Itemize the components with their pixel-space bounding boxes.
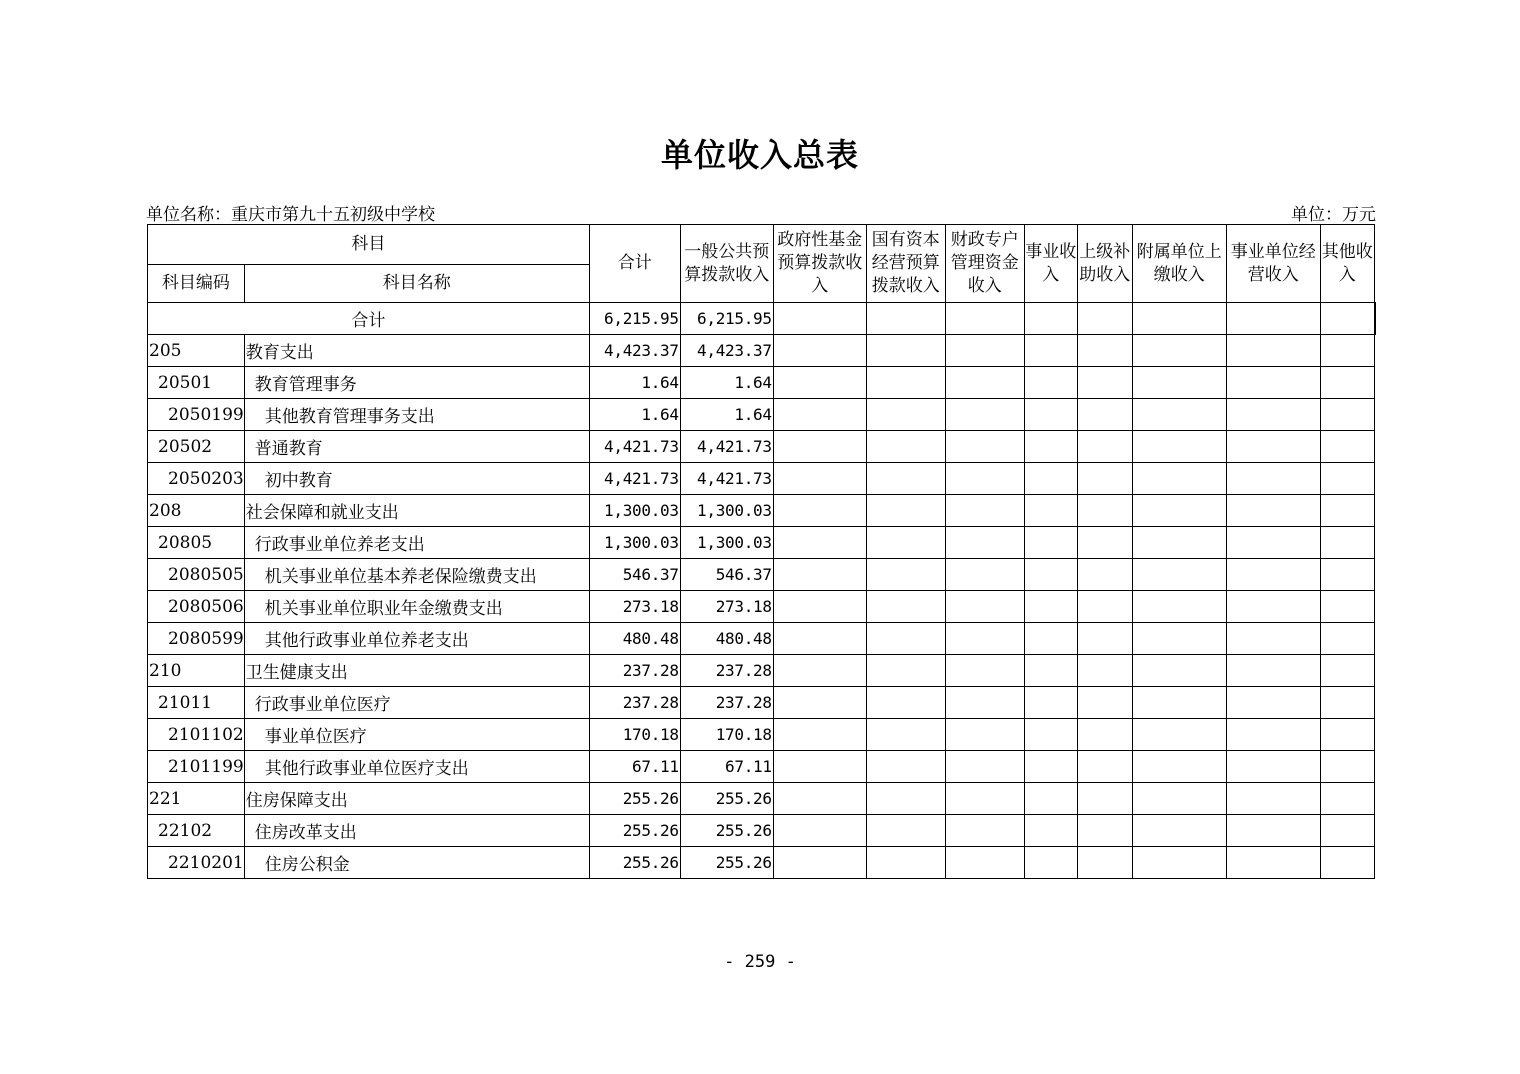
row-code: 22102 (148, 815, 245, 847)
empty-cell (1077, 559, 1132, 591)
row-code: 2050199 (148, 399, 245, 431)
empty-cell (866, 591, 945, 623)
page-number: - 259 - (724, 952, 796, 972)
row-name: 住房改革支出 (244, 815, 589, 847)
row-general-budget: 255.26 (680, 847, 773, 879)
empty-cell (773, 335, 866, 367)
table-row (148, 655, 1376, 687)
empty-cell (1320, 815, 1374, 847)
empty-cell (1226, 847, 1320, 879)
empty-cell (1226, 335, 1320, 367)
empty-cell (1226, 559, 1320, 591)
empty-cell (1226, 623, 1320, 655)
empty-cell (866, 687, 945, 719)
empty-cell (1024, 559, 1077, 591)
row-name: 教育管理事务 (244, 367, 589, 399)
empty-cell (945, 815, 1024, 847)
empty-cell (773, 687, 866, 719)
empty-cell (1132, 559, 1226, 591)
table-row (148, 687, 1376, 719)
row-general-budget: 1,300.03 (680, 495, 773, 527)
empty-cell (773, 783, 866, 815)
header-code: 科目编码 (148, 265, 245, 303)
empty-cell (1132, 783, 1226, 815)
empty-cell (1077, 335, 1132, 367)
row-code: 2101199 (148, 751, 245, 783)
empty-cell (1024, 815, 1077, 847)
empty-cell (1024, 399, 1077, 431)
empty-cell (1132, 367, 1226, 399)
row-general-budget: 4,421.73 (680, 463, 773, 495)
empty-cell (1024, 847, 1077, 879)
row-total: 1,300.03 (589, 495, 680, 527)
empty-cell (1077, 431, 1132, 463)
empty-cell (773, 623, 866, 655)
table-row (148, 463, 1376, 495)
row-code: 2101102 (148, 719, 245, 751)
empty-cell (1320, 367, 1374, 399)
empty-cell (1132, 431, 1226, 463)
empty-cell (1132, 463, 1226, 495)
row-general-budget: 1.64 (680, 367, 773, 399)
table-row (148, 591, 1376, 623)
row-total: 1.64 (589, 399, 680, 431)
empty-cell (1024, 591, 1077, 623)
empty-cell (1226, 591, 1320, 623)
empty-cell (1077, 719, 1132, 751)
empty-cell (1024, 463, 1077, 495)
empty-cell (1226, 367, 1320, 399)
empty-cell (1226, 719, 1320, 751)
empty-cell (1132, 751, 1226, 783)
row-general-budget: 255.26 (680, 815, 773, 847)
empty-cell (866, 719, 945, 751)
header-fiscal-special: 财政专户管理资金收入 (945, 225, 1024, 303)
empty-cell (866, 815, 945, 847)
row-name: 其他行政事业单位医疗支出 (244, 751, 589, 783)
empty-cell (773, 367, 866, 399)
header-state-capital: 国有资本经营预算拨款收入 (866, 225, 945, 303)
empty-cell (1077, 623, 1132, 655)
empty-cell (945, 719, 1024, 751)
table-row (148, 815, 1376, 847)
empty-cell (945, 687, 1024, 719)
row-total: 170.18 (589, 719, 680, 751)
row-name: 事业单位医疗 (244, 719, 589, 751)
empty-cell (773, 655, 866, 687)
empty-cell (945, 591, 1024, 623)
empty-cell (1077, 527, 1132, 559)
empty-cell (1320, 847, 1374, 879)
row-name: 其他行政事业单位养老支出 (244, 623, 589, 655)
empty-cell (866, 623, 945, 655)
row-name: 住房保障支出 (244, 783, 589, 815)
row-name: 机关事业单位基本养老保险缴费支出 (244, 559, 589, 591)
empty-cell (773, 815, 866, 847)
empty-cell (1320, 591, 1374, 623)
row-total: 237.28 (589, 655, 680, 687)
empty-cell (866, 431, 945, 463)
table-row (148, 399, 1376, 431)
table-row (148, 367, 1376, 399)
row-total: 546.37 (589, 559, 680, 591)
empty-cell (1132, 335, 1226, 367)
empty-cell (773, 847, 866, 879)
empty-cell (945, 463, 1024, 495)
table-row (148, 847, 1376, 879)
empty-cell (866, 399, 945, 431)
empty-cell (945, 623, 1024, 655)
row-code: 2080505 (148, 559, 245, 591)
empty-cell (1024, 527, 1077, 559)
row-name: 普通教育 (244, 431, 589, 463)
empty-cell (1024, 751, 1077, 783)
empty-cell (1024, 687, 1077, 719)
table-row (148, 495, 1376, 527)
row-code: 20805 (148, 527, 245, 559)
table-row (148, 335, 1376, 367)
empty-cell (773, 399, 866, 431)
empty-cell (866, 655, 945, 687)
header-total: 合计 (589, 225, 680, 303)
empty-cell (1226, 463, 1320, 495)
empty-cell (773, 591, 866, 623)
row-total: 255.26 (589, 847, 680, 879)
empty-cell (1320, 495, 1374, 527)
header-business: 事业收入 (1024, 225, 1077, 303)
table-row (148, 719, 1376, 751)
empty-cell (1024, 495, 1077, 527)
empty-cell (1077, 687, 1132, 719)
empty-cell (773, 719, 866, 751)
empty-cell (1320, 399, 1374, 431)
empty-cell (945, 527, 1024, 559)
currency-unit-label: 单位：万元 (1291, 205, 1376, 225)
empty-cell (1077, 783, 1132, 815)
empty-cell (1226, 431, 1320, 463)
row-total: 255.26 (589, 783, 680, 815)
empty-cell (1320, 463, 1374, 495)
empty-cell (1226, 655, 1320, 687)
empty-cell (1024, 431, 1077, 463)
header-affiliated: 附属单位上缴收入 (1132, 225, 1226, 303)
empty-cell (1132, 527, 1226, 559)
empty-cell (945, 431, 1024, 463)
empty-cell (1132, 399, 1226, 431)
row-total: 273.18 (589, 591, 680, 623)
table-row (148, 527, 1376, 559)
header-superior-subsidy: 上级补助收入 (1077, 225, 1132, 303)
row-total: 67.11 (589, 751, 680, 783)
row-code: 205 (148, 335, 245, 367)
row-general-budget: 237.28 (680, 655, 773, 687)
empty-cell (1226, 815, 1320, 847)
table-row (148, 751, 1376, 783)
row-name: 教育支出 (244, 335, 589, 367)
empty-cell (1077, 399, 1132, 431)
empty-cell (1226, 751, 1320, 783)
total-row-label: 合计 (148, 303, 590, 335)
row-code: 2210201 (148, 847, 245, 879)
empty-cell (866, 335, 945, 367)
empty-cell (1226, 495, 1320, 527)
row-general-budget: 67.11 (680, 751, 773, 783)
page-title: 单位收入总表 (660, 136, 859, 174)
empty-cell (1132, 847, 1226, 879)
header-general-budget: 一般公共预算拨款收入 (680, 225, 773, 303)
row-total: 4,421.73 (589, 431, 680, 463)
row-code: 2080599 (148, 623, 245, 655)
empty-cell (1226, 783, 1320, 815)
empty-cell (1077, 655, 1132, 687)
empty-cell (773, 527, 866, 559)
empty-cell (773, 559, 866, 591)
empty-cell (1077, 495, 1132, 527)
empty-cell (1132, 687, 1226, 719)
row-code: 210 (148, 655, 245, 687)
unit-name-label: 单位名称：重庆市第九十五初级中学校 (146, 205, 435, 225)
row-code: 221 (148, 783, 245, 815)
row-name: 初中教育 (244, 463, 589, 495)
income-summary-table (147, 224, 1376, 879)
row-name: 社会保障和就业支出 (244, 495, 589, 527)
empty-cell (1024, 367, 1077, 399)
empty-cell (1132, 655, 1226, 687)
empty-cell (1024, 655, 1077, 687)
total-row (148, 303, 1376, 335)
header-gov-fund: 政府性基金预算拨款收入 (773, 225, 866, 303)
empty-cell (1024, 719, 1077, 751)
row-general-budget: 4,421.73 (680, 431, 773, 463)
empty-cell (773, 751, 866, 783)
empty-cell (1320, 719, 1374, 751)
row-general-budget: 170.18 (680, 719, 773, 751)
empty-cell (945, 783, 1024, 815)
total-row-general-budget: 6,215.95 (680, 303, 773, 335)
row-general-budget: 4,423.37 (680, 335, 773, 367)
table-row (148, 623, 1376, 655)
empty-cell (1132, 495, 1226, 527)
empty-cell (1320, 751, 1374, 783)
row-general-budget: 237.28 (680, 687, 773, 719)
row-general-budget: 1,300.03 (680, 527, 773, 559)
empty-cell (773, 431, 866, 463)
row-code: 208 (148, 495, 245, 527)
row-code: 21011 (148, 687, 245, 719)
empty-cell (1077, 591, 1132, 623)
row-total: 255.26 (589, 815, 680, 847)
empty-cell (1226, 399, 1320, 431)
empty-cell (945, 399, 1024, 431)
header-name: 科目名称 (244, 265, 589, 303)
row-code: 2080506 (148, 591, 245, 623)
row-code: 20501 (148, 367, 245, 399)
total-row-total: 6,215.95 (589, 303, 680, 335)
row-name: 机关事业单位职业年金缴费支出 (244, 591, 589, 623)
row-name: 卫生健康支出 (244, 655, 589, 687)
empty-cell (866, 463, 945, 495)
empty-cell (1226, 687, 1320, 719)
row-general-budget: 255.26 (680, 783, 773, 815)
empty-cell (773, 463, 866, 495)
empty-cell (1024, 335, 1077, 367)
empty-cell (1077, 463, 1132, 495)
empty-cell (945, 367, 1024, 399)
empty-cell (1077, 815, 1132, 847)
table-row (148, 559, 1376, 591)
empty-cell (1320, 687, 1374, 719)
row-name: 住房公积金 (244, 847, 589, 879)
empty-cell (945, 655, 1024, 687)
empty-cell (1077, 367, 1132, 399)
empty-cell (1320, 431, 1374, 463)
empty-cell (773, 495, 866, 527)
empty-cell (1132, 591, 1226, 623)
empty-cell (1320, 623, 1374, 655)
row-name: 行政事业单位养老支出 (244, 527, 589, 559)
empty-cell (945, 559, 1024, 591)
header-operating: 事业单位经营收入 (1226, 225, 1320, 303)
row-code: 2050203 (148, 463, 245, 495)
header-other: 其他收入 (1320, 225, 1374, 303)
empty-cell (945, 847, 1024, 879)
empty-cell (1077, 751, 1132, 783)
empty-cell (1226, 527, 1320, 559)
empty-cell (866, 495, 945, 527)
row-general-budget: 480.48 (680, 623, 773, 655)
empty-cell (1320, 559, 1374, 591)
row-general-budget: 546.37 (680, 559, 773, 591)
row-total: 4,421.73 (589, 463, 680, 495)
table-row (148, 783, 1376, 815)
empty-cell (1320, 335, 1374, 367)
header-subject: 科目 (148, 225, 590, 265)
row-total: 237.28 (589, 687, 680, 719)
row-code: 20502 (148, 431, 245, 463)
empty-cell (866, 783, 945, 815)
empty-cell (1024, 623, 1077, 655)
empty-cell (866, 847, 945, 879)
table-row (148, 431, 1376, 463)
empty-cell (945, 335, 1024, 367)
empty-cell (1320, 655, 1374, 687)
row-total: 4,423.37 (589, 335, 680, 367)
empty-cell (1132, 623, 1226, 655)
row-total: 1.64 (589, 367, 680, 399)
empty-cell (1132, 719, 1226, 751)
empty-cell (1132, 815, 1226, 847)
empty-cell (866, 367, 945, 399)
row-total: 1,300.03 (589, 527, 680, 559)
empty-cell (1077, 847, 1132, 879)
row-name: 其他教育管理事务支出 (244, 399, 589, 431)
empty-cell (866, 751, 945, 783)
row-general-budget: 1.64 (680, 399, 773, 431)
empty-cell (1320, 783, 1374, 815)
empty-cell (945, 751, 1024, 783)
empty-cell (1320, 527, 1374, 559)
empty-cell (866, 559, 945, 591)
row-name: 行政事业单位医疗 (244, 687, 589, 719)
empty-cell (866, 527, 945, 559)
row-total: 480.48 (589, 623, 680, 655)
empty-cell (1024, 783, 1077, 815)
empty-cell (945, 495, 1024, 527)
row-general-budget: 273.18 (680, 591, 773, 623)
